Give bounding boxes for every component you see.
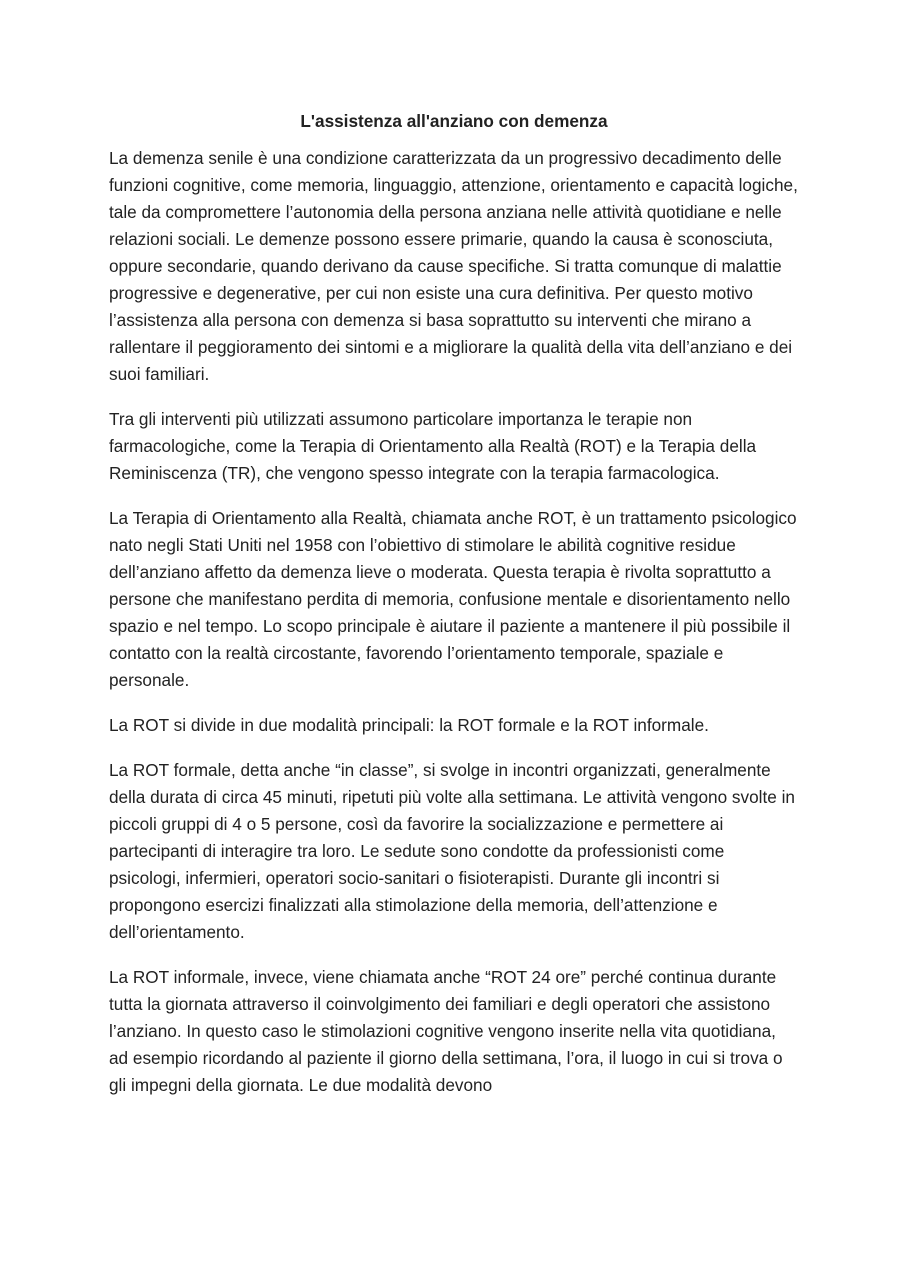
document-title: L'assistenza all'anziano con demenza (300, 111, 608, 131)
paragraph-rot-informal: La ROT informale, invece, viene chiamata anche “ROT 24 ore” perché continua durante tutta la giornata attraverso il coinvolgimento dei familiari e degli operatori che assistono l’anziano. In questo caso le stimolazioni cognitive vengono inserite nella vita quotidiana, ad esempio ricordando al paziente il giorno della settimana, l’ora, il luogo in cui si trova o gli impegni della giornata. Le due modalità devono (109, 967, 783, 1095)
document-body (109, 108, 799, 1117)
paragraph-intro: La demenza senile è una condizione caratterizzata da un progressivo decadimento delle funzioni cognitive, come memoria, linguaggio, attenzione, orientamento e capacità logiche, tale da compromettere l’autonomia della persona anziana nelle attività quotidiane e nelle relazioni sociali. Le demenze possono essere primarie, quando la causa è sconosciuta, oppure secondarie, quando derivano da cause specifiche. Si tratta comunque di malattie progressive e degenerative, per cui non esiste una cura definitiva. Per questo motivo l’assistenza alla persona con demenza si basa soprattutto su interventi che mirano a rallentare il peggioramento dei sintomi e a migliorare la qualità della vita dell’anziano e dei suoi familiari. (109, 148, 798, 384)
paragraph-rot-modes: La ROT si divide in due modalità principali: la ROT formale e la ROT informale. (109, 715, 709, 735)
paragraph-therapies: Tra gli interventi più utilizzati assumono particolare importanza le terapie non farmacologiche, come la Terapia di Orientamento alla Realtà (ROT) e la Terapia della Reminiscenza (TR), che vengono spesso integrate con la terapia farmacologica. (109, 409, 757, 483)
paragraph-rot-definition: La Terapia di Orientamento alla Realtà, chiamata anche ROT, è un trattamento psicologico nato negli Stati Uniti nel 1958 con l’obiettivo di stimolare le abilità cognitive residue dell’anziano affetto da demenza lieve o moderata. Questa terapia è rivolta soprattutto a persone che manifestano perdita di memoria, confusione mentale e disorientamento nello spazio e nel tempo. Lo scopo principale è aiutare il paziente a mantenere il più possibile il contatto con la realtà circostante, favorendo l’orientamento temporale, spaziale e personale. (109, 508, 797, 690)
paragraph-rot-formal: La ROT formale, detta anche “in classe”, si svolge in incontri organizzati, generalmente della durata di circa 45 minuti, ripetuti più volte alla settimana. Le attività vengono svolte in piccoli gruppi di 4 o 5 persone, così da favorire la socializzazione e permettere ai partecipanti di interagire tra loro. Le sedute sono condotte da professionisti come psicologi, infermieri, operatori socio-sanitari o fisioterapisti. Durante gli incontri si propongono esercizi finalizzati alla stimolazione della memoria, dell’attenzione e dell’orientamento. (109, 760, 795, 942)
